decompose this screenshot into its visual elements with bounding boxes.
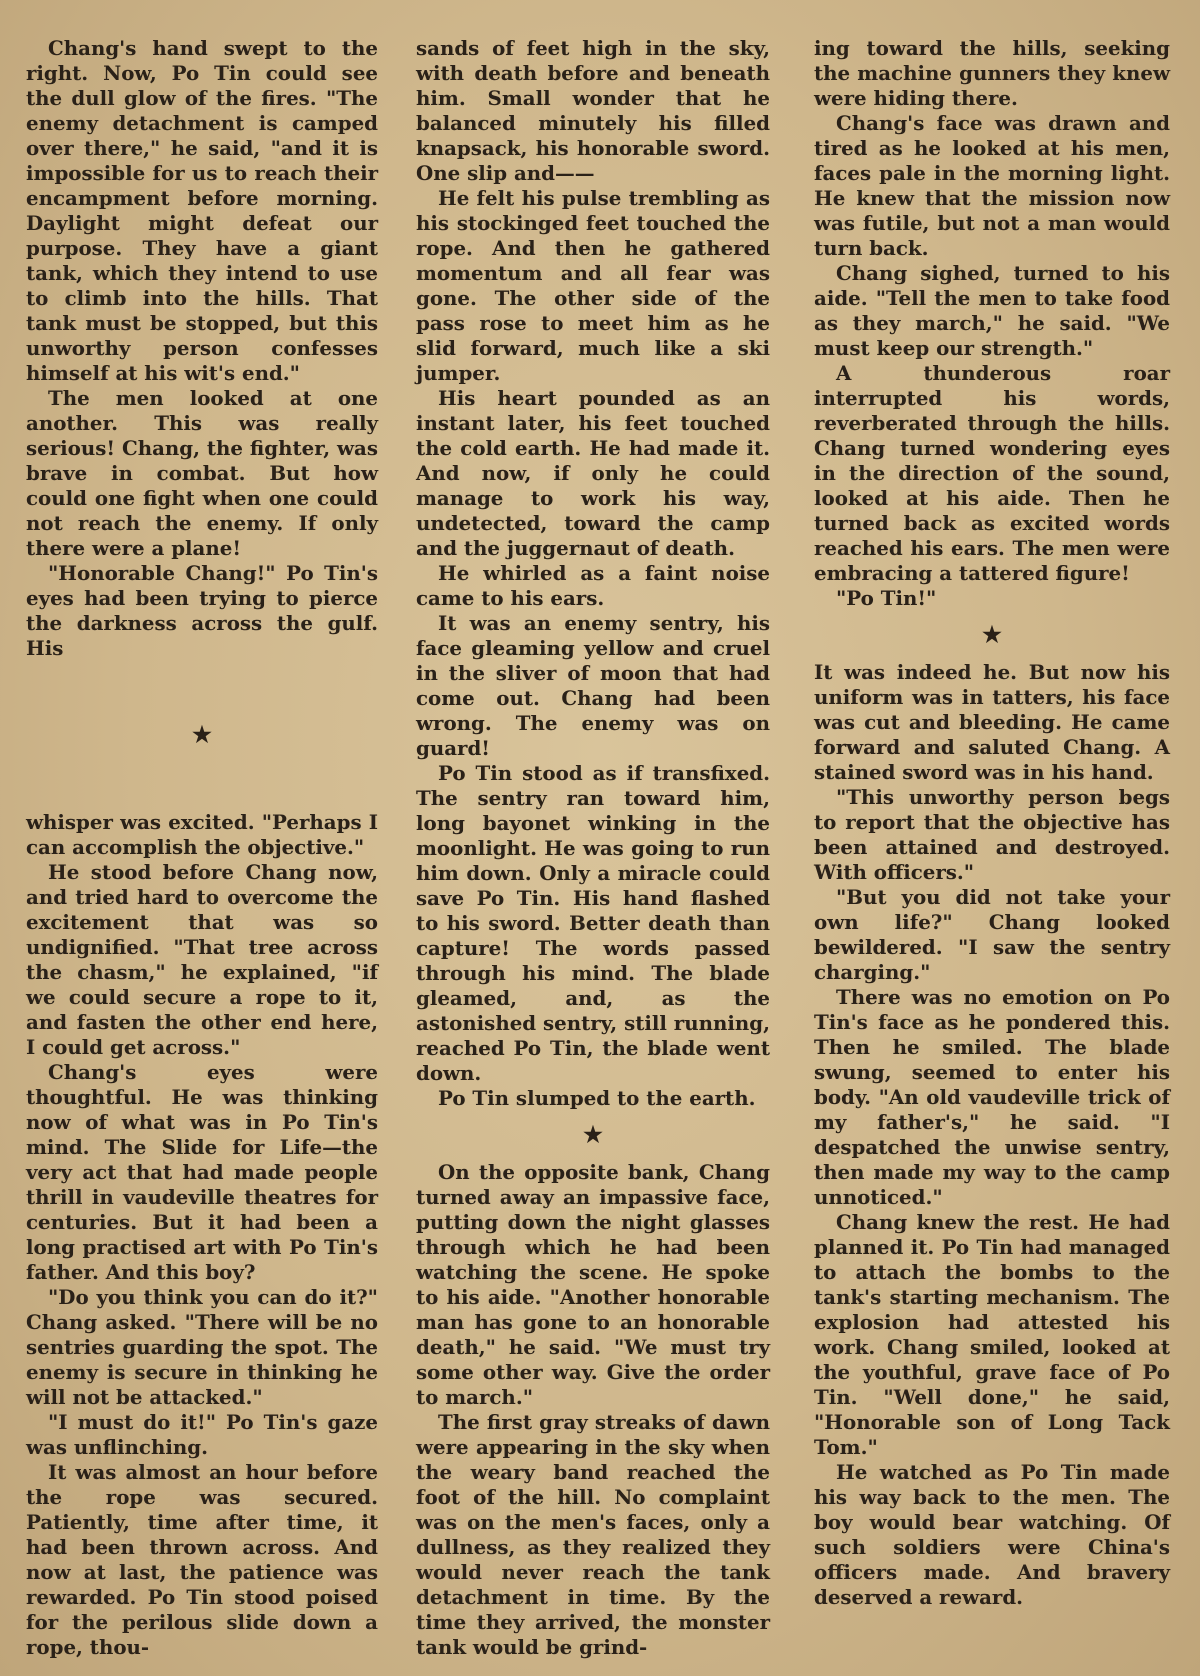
paragraph: "But you did not take your own life?" Chang looked bewildered. "I saw the sentry charging." xyxy=(814,885,1170,984)
paragraph: Po Tin slumped to the earth. xyxy=(438,1086,756,1110)
paragraph: Chang sighed, turned to his aide. "Tell the men to take food as they march," he said. "We must keep our strength." xyxy=(814,261,1170,360)
paragraph: A thunderous roar interrupted his words, reverberated through the hills. Chang turned wondering eyes in the direction of the sound, looked at his aide. Then he turned back as excited words reached his ears. The men were embracing a tattered figure! xyxy=(814,361,1170,585)
section-break-star-icon: ★ xyxy=(982,622,1002,648)
section-break-star-icon: ★ xyxy=(583,1122,603,1148)
text-column-3 xyxy=(814,36,1170,1610)
paragraph: "Po Tin!" xyxy=(836,586,937,610)
paragraph: The first gray streaks of dawn were appearing in the sky when the weary band reached the foot of the hill. No complaint was on the men's faces, only a dullness, as they realized they would never reach the tank detachment in time. By the time they arrived, the monster tank would be grind- xyxy=(416,1410,770,1659)
paragraph: It was an enemy sentry, his face gleaming yellow and cruel in the sliver of moon that had come out. Chang had been wrong. The enemy was on guard! xyxy=(416,611,770,760)
section-break-star-icon: ★ xyxy=(192,722,212,748)
paragraph: It was almost an hour before the rope was secured. Patiently, time after time, it had been thrown across. And now at last, the patience was rewarded. Po Tin stood poised for the perilous slide down a rope, thou- xyxy=(26,1460,378,1659)
paragraph: Po Tin stood as if transfixed. The sentry ran toward him, long bayonet winking in the moonlight. He was going to run him down. Only a miracle could save Po Tin. His hand flashed to his sword. Better death than capture! The words passed through his mind. The blade gleamed, and, as the astonished sentry, still running, reached Po Tin, the blade went down. xyxy=(416,761,770,1085)
paragraph: He stood before Chang now, and tried hard to overcome the excitement that was so undignified. "That tree across the chasm," he explained, "if we could secure a rope to it, and fasten the other end here, I could get across." xyxy=(26,860,378,1059)
paragraph: He whirled as a faint noise came to his ears. xyxy=(416,561,770,610)
paragraph: "I must do it!" Po Tin's gaze was unflinching. xyxy=(26,1410,378,1459)
paragraph: Chang's hand swept to the right. Now, Po Tin could see the dull glow of the fires. "The enemy detachment is camped over there," he said, "and it is impossible for us to reach their encampment before morning. Daylight might defeat our purpose. They have a giant tank, which they intend to use to climb into the hills. That tank must be stopped, but this unworthy person confesses himself at his wit's end." xyxy=(26,36,378,385)
paragraph: Chang's face was drawn and tired as he looked at his men, faces pale in the morning light. He knew that the mission now was futile, but not a man would turn back. xyxy=(814,111,1170,260)
paragraph: It was indeed he. But now his uniform was in tatters, his face was cut and bleeding. He came forward and saluted Chang. A stained sword was in his hand. xyxy=(814,660,1170,784)
paragraph: His heart pounded as an instant later, his feet touched the cold earth. He had made it. And now, if only he could manage to work his way, undetected, toward the camp and the juggernaut of death. xyxy=(416,386,770,560)
paragraph: There was no emotion on Po Tin's face as he pondered this. Then he smiled. The blade swung, seemed to enter his body. "An old vaudeville trick of my father's," he said. "I despatched the unwise sentry, then made my way to the camp unnoticed." xyxy=(814,985,1170,1209)
paragraph: "Honorable Chang!" Po Tin's eyes had been trying to pierce the darkness across the gulf. His xyxy=(26,561,378,660)
paragraph: ing toward the hills, seeking the machine gunners they knew were hiding there. xyxy=(814,36,1170,110)
paragraph: "Do you think you can do it?" Chang asked. "There will be no sentries guarding the spot. The enemy is secure in thinking he will not be attacked." xyxy=(26,1285,378,1409)
paragraph: Chang's eyes were thoughtful. He was thinking now of what was in Po Tin's mind. The Slide for Life—the very act that had made people thrill in vaudeville theatres for centuries. But it had been a long practised art with Po Tin's father. And this boy? xyxy=(26,1060,378,1284)
paragraph: The men looked at one another. This was really serious! Chang, the fighter, was brave in combat. But how could one fight when one could not reach the enemy. If only there were a plane! xyxy=(26,386,378,560)
text-column-1 xyxy=(26,36,378,1660)
paragraph: whisper was excited. "Perhaps I can accomplish the objective." xyxy=(26,810,378,859)
paragraph: sands of feet high in the sky, with death before and beneath him. Small wonder that he balanced minutely his filled knapsack, his honorable sword. One slip and—— xyxy=(416,36,770,185)
text-column-2 xyxy=(416,36,770,1660)
paragraph: He felt his pulse trembling as his stockinged feet touched the rope. And then he gathered momentum and all fear was gone. The other side of the pass rose to meet him as he slid forward, much like a ski jumper. xyxy=(416,186,770,385)
paragraph: Chang knew the rest. He had planned it. Po Tin had managed to attach the bombs to the tank's starting mechanism. The explosion had attested his work. Chang smiled, looked at the youthful, grave face of Po Tin. "Well done," he said, "Honorable son of Long Tack Tom." xyxy=(814,1210,1170,1459)
paragraph: "This unworthy person begs to report that the objective has been attained and destroyed. With officers." xyxy=(814,785,1170,884)
paragraph: He watched as Po Tin made his way back to the men. The boy would bear watching. Of such soldiers were China's officers made. And bravery deserved a reward. xyxy=(814,1460,1170,1609)
paragraph: On the opposite bank, Chang turned away an impassive face, putting down the night glasses through which he had been watching the scene. He spoke to his aide. "Another honorable man has gone to an honorable death," he said. "We must try some other way. Give the order to march." xyxy=(416,1160,770,1409)
